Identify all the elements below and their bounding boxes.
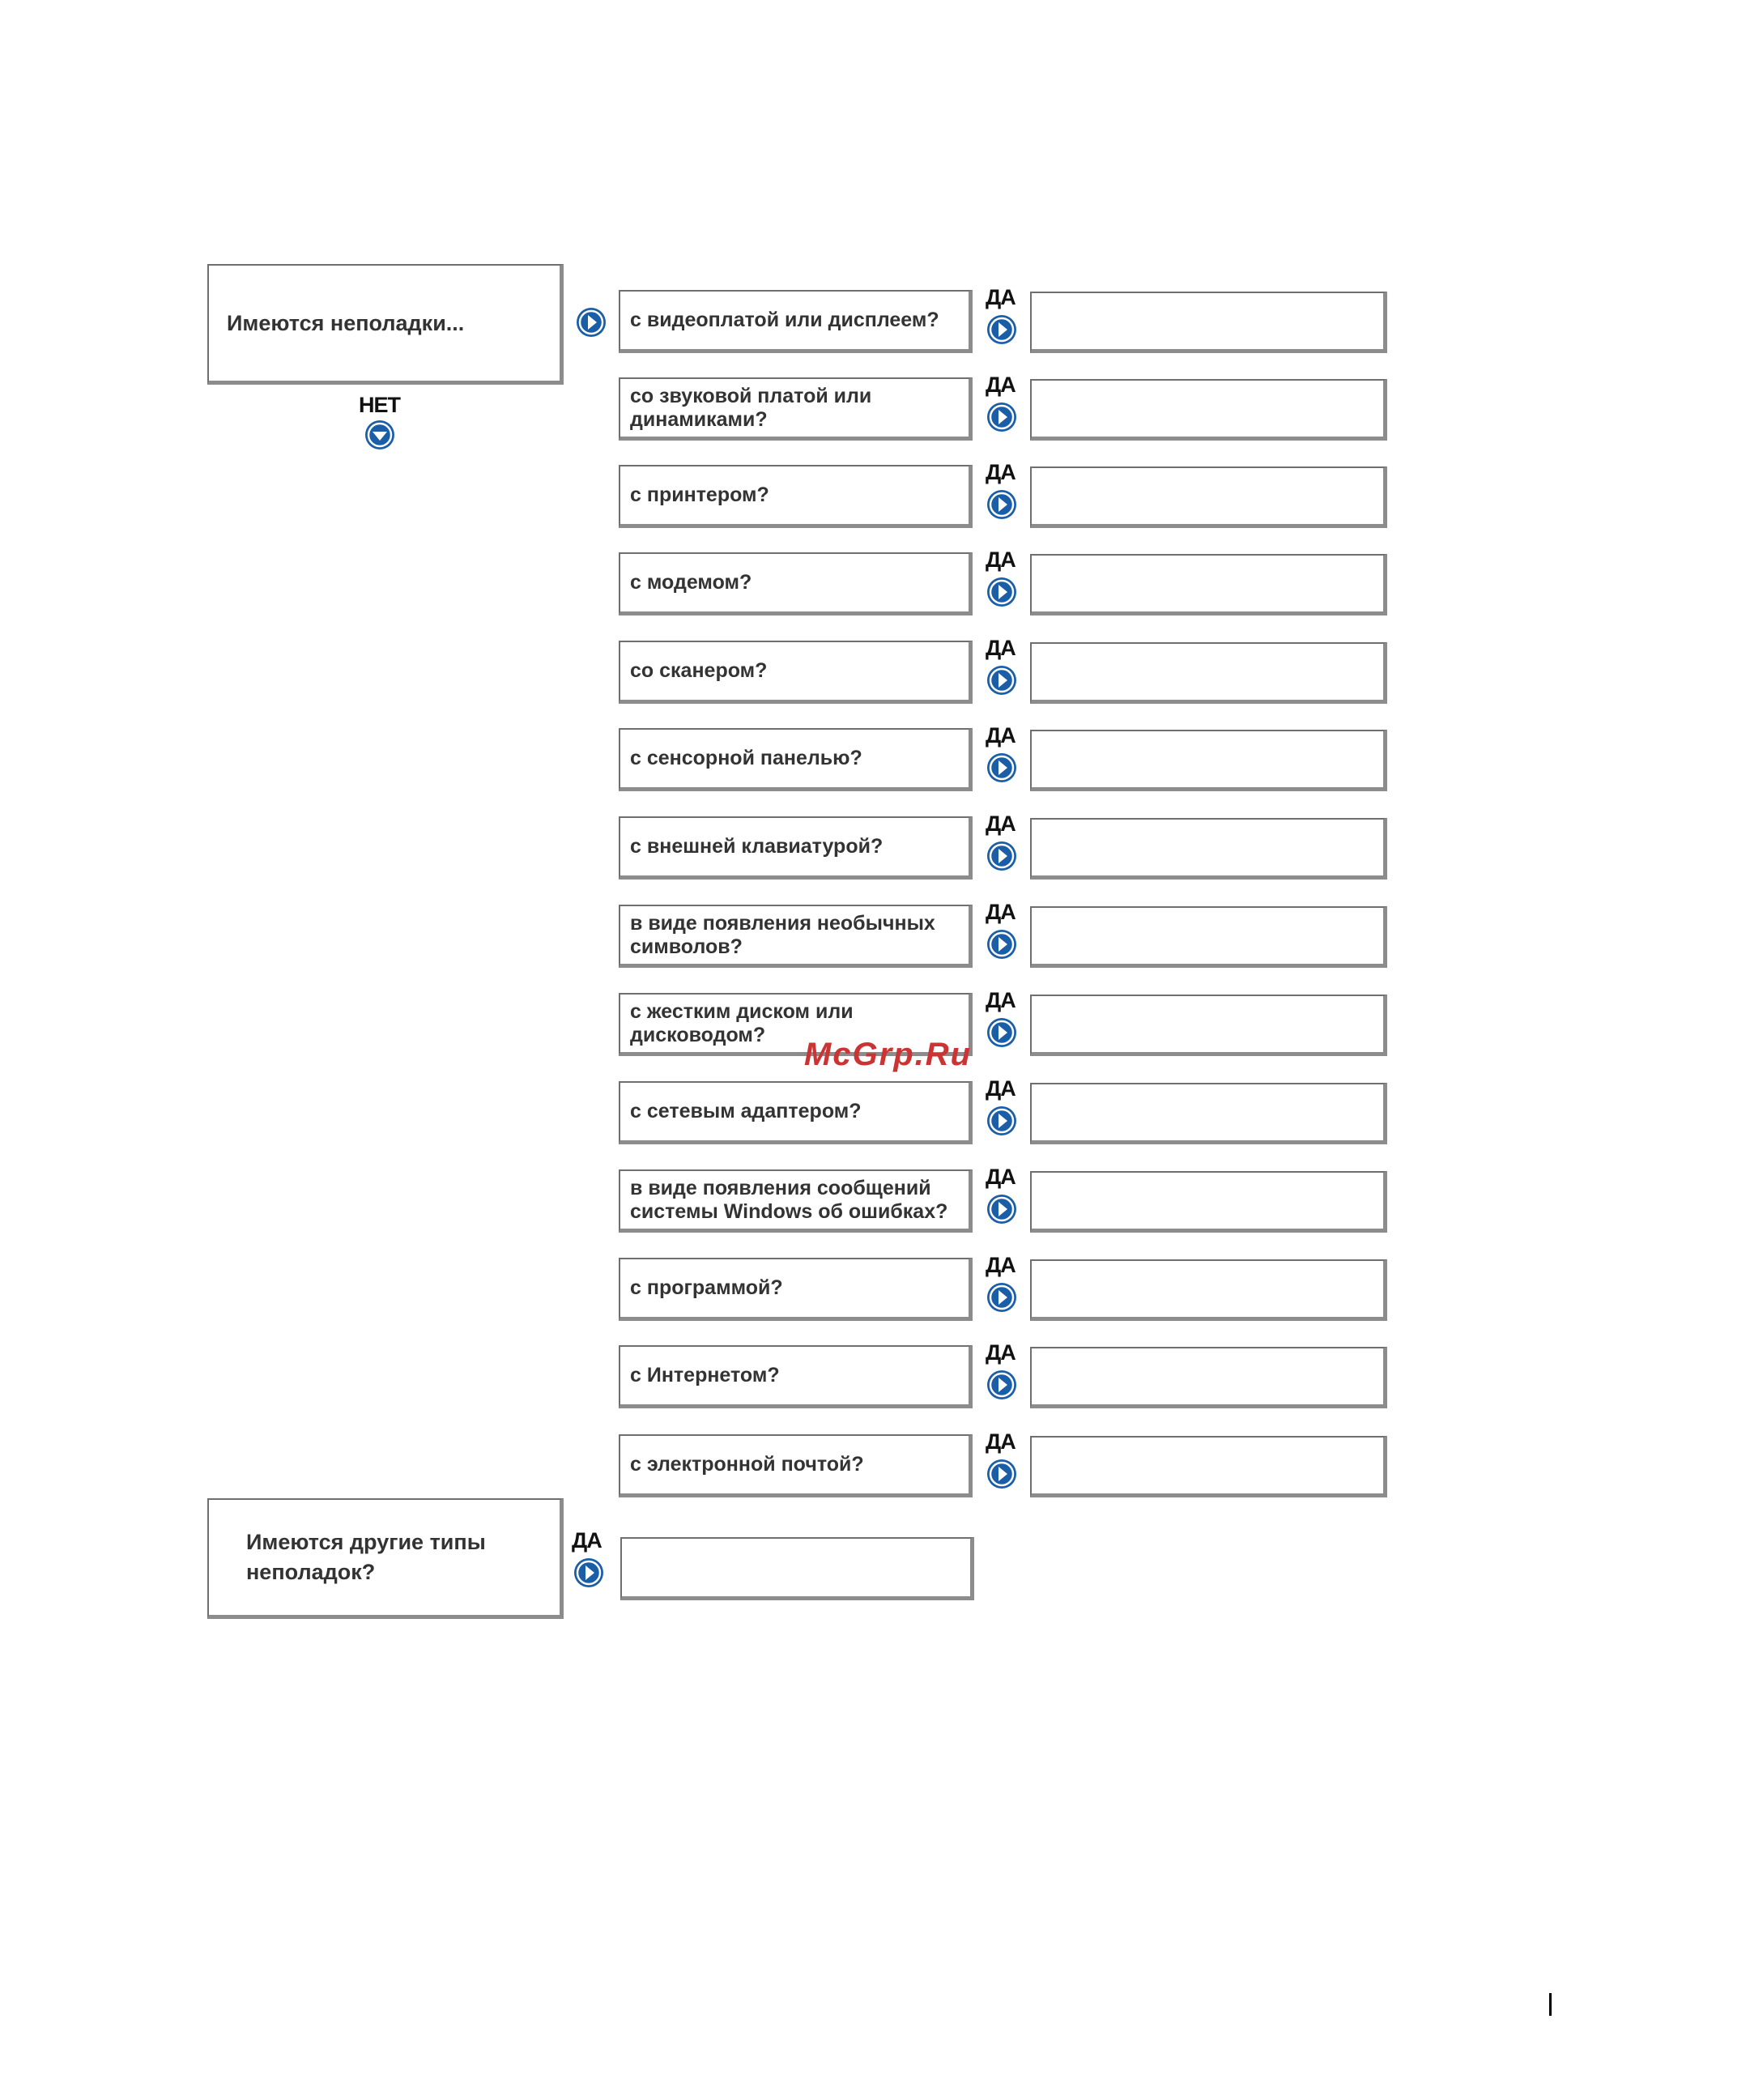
yes-label: ДА — [986, 1429, 1016, 1454]
arrow-right-icon — [986, 928, 1018, 961]
question-text: с модемом? — [630, 571, 752, 594]
question-text: со звуковой платой или динамиками? — [630, 384, 872, 431]
answer-box — [1030, 554, 1387, 616]
answer-box — [1030, 466, 1387, 528]
question-text: со сканером? — [630, 659, 768, 682]
question-box — [619, 1081, 973, 1144]
no-label: НЕТ — [359, 393, 400, 417]
question-box — [619, 816, 973, 880]
question-text: с сетевым адаптером? — [630, 1100, 862, 1122]
question-box — [619, 1434, 973, 1497]
page-marker — [1549, 1993, 1552, 2016]
other-answer-box — [620, 1537, 974, 1600]
watermark: McGrp.Ru — [804, 1037, 973, 1072]
yes-label: ДА — [986, 1340, 1016, 1365]
answer-box — [1030, 292, 1387, 353]
arrow-right-icon — [986, 752, 1018, 784]
question-text: с электронной почтой? — [630, 1453, 864, 1476]
question-text: с внешней клавиатурой? — [630, 835, 884, 858]
arrow-down-icon — [364, 419, 396, 451]
yes-label: ДА — [986, 988, 1016, 1012]
other-question-text: Имеются другие типы неполадок? — [246, 1530, 486, 1584]
yes-label: ДА — [986, 723, 1016, 748]
arrow-right-icon — [986, 1369, 1018, 1401]
answer-box — [1030, 642, 1387, 704]
arrow-right-icon — [986, 576, 1018, 608]
arrow-right-icon — [986, 1016, 1018, 1049]
arrow-right-icon — [986, 664, 1018, 696]
arrow-right-icon — [986, 488, 1018, 521]
start-question-text: Имеются неполадки... — [227, 310, 465, 335]
yes-label: ДА — [986, 547, 1016, 572]
answer-box — [1030, 1259, 1387, 1321]
question-text: с сенсорной панелью? — [630, 747, 862, 769]
arrow-right-icon — [986, 401, 1018, 433]
question-box — [619, 290, 973, 353]
question-box — [619, 1169, 973, 1233]
yes-label: ДА — [986, 285, 1016, 309]
yes-label: ДА — [986, 1076, 1016, 1101]
yes-label: ДА — [986, 636, 1016, 660]
yes-label: ДА — [986, 1253, 1016, 1277]
answer-box — [1030, 995, 1387, 1056]
question-text: с жестким диском или дисководом? — [630, 999, 854, 1046]
arrow-right-icon — [986, 1458, 1018, 1490]
answer-box — [1030, 1436, 1387, 1497]
arrow-right-icon — [575, 306, 607, 339]
question-box — [619, 905, 973, 968]
yes-label: ДА — [986, 373, 1016, 397]
question-box — [619, 552, 973, 616]
arrow-right-icon — [986, 840, 1018, 872]
answer-box — [1030, 730, 1387, 791]
question-box — [619, 641, 973, 704]
answer-box — [1030, 1083, 1387, 1144]
question-text: в виде появления сообщений системы Windows об ошибках? — [630, 1176, 948, 1223]
answer-box — [1030, 1347, 1387, 1408]
yes-label: ДА — [986, 900, 1016, 924]
yes-label: ДА — [986, 1165, 1016, 1189]
start-question-box — [207, 264, 564, 385]
other-question-box — [207, 1498, 564, 1619]
question-box — [619, 728, 973, 791]
question-text: в виде появления необычных символов? — [630, 911, 935, 958]
answer-box — [1030, 379, 1387, 441]
question-box — [619, 465, 973, 528]
arrow-right-icon — [573, 1557, 605, 1589]
question-text: с видеоплатой или дисплеем? — [630, 309, 939, 331]
arrow-right-icon — [986, 1193, 1018, 1225]
answer-box — [1030, 1171, 1387, 1233]
yes-label: ДА — [986, 460, 1016, 484]
arrow-right-icon — [986, 1105, 1018, 1137]
question-text: с Интернетом? — [630, 1364, 780, 1387]
yes-label: ДА — [986, 811, 1016, 836]
question-text: с принтером? — [630, 483, 769, 506]
arrow-right-icon — [986, 313, 1018, 346]
question-box — [619, 1345, 973, 1408]
question-box — [619, 377, 973, 441]
answer-box — [1030, 818, 1387, 880]
arrow-right-icon — [986, 1281, 1018, 1314]
question-box — [619, 1258, 973, 1321]
question-text: с программой? — [630, 1276, 783, 1299]
answer-box — [1030, 906, 1387, 968]
other-yes-label: ДА — [572, 1528, 602, 1553]
